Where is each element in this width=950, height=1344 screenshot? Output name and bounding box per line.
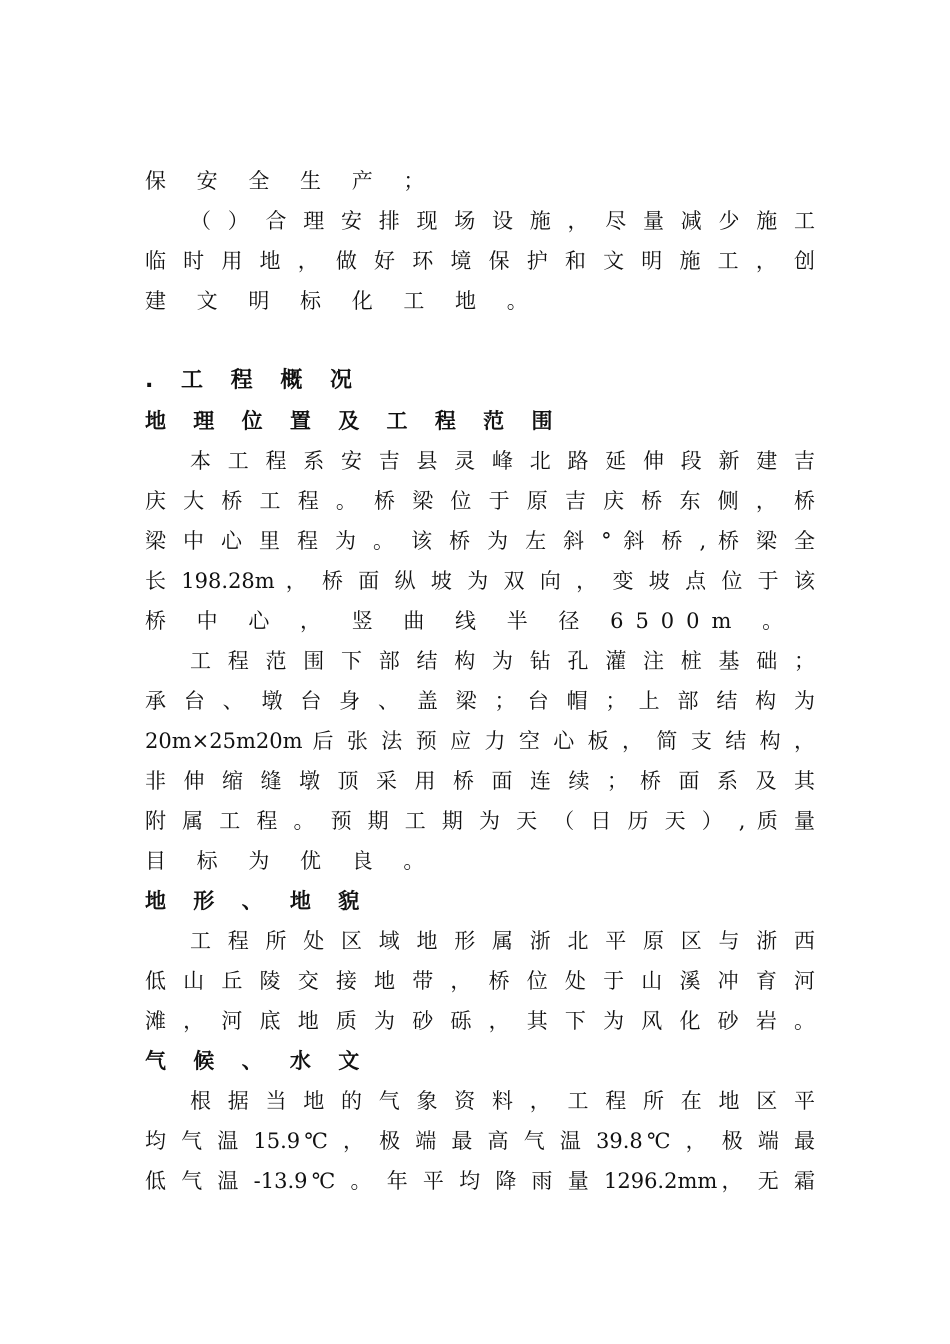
text-line: 庆 大 桥 工 程 。 桥 梁 位 于 原 吉 庆 桥 东 侧 ， 桥 [145,489,815,513]
text-line: 工 程 范 围 下 部 结 构 为 钻 孔 灌 注 桩 基 础 ； [190,649,815,673]
subsection-heading: 气 候 、 水 文 [145,1049,370,1073]
text-line: 临 时 用 地 ， 做 好 环 境 保 护 和 文 明 施 工 ， 创 [145,249,815,273]
text-line: 目 标 为 优 良 。 [145,849,437,873]
text-line: 保 安 全 生 产 ； [145,169,437,193]
text-line: 承 台 、 墩 台 身 、 盖 梁 ； 台 帽 ； 上 部 结 构 为 [145,689,815,713]
subsection-heading: 地 形 、 地 貌 [145,889,370,913]
text-line: 工 程 所 处 区 域 地 形 属 浙 北 平 原 区 与 浙 西 [190,929,815,953]
text-line: 建 文 明 标 化 工 地 。 [145,289,540,313]
text-line: 20m×25m20m 后 张 法 预 应 力 空 心 板 ， 简 支 结 构 ， [145,729,815,753]
text-line: 梁 中 心 里 程 为 。 该 桥 为 左 斜 ° 斜 桥 , 桥 梁 全 [145,529,815,553]
section-heading: . 工 程 概 况 [145,368,362,393]
text-line: 根 据 当 地 的 气 象 资 料 ， 工 程 所 在 地 区 平 [190,1089,815,1113]
text-line: 滩 ， 河 底 地 质 为 砂 砾 ， 其 下 为 风 化 砂 岩 。 [145,1009,815,1033]
text-line: 本 工 程 系 安 吉 县 灵 峰 北 路 延 伸 段 新 建 吉 [190,449,815,473]
text-line: 桥 中 心 ， 竖 曲 线 半 径 6500m 。 [145,609,796,633]
subsection-heading: 地 理 位 置 及 工 程 范 围 [145,409,563,433]
text-line: 附 属 工 程 。 预 期 工 期 为 天 （ 日 历 天 ） , 质 量 [145,809,815,833]
text-line: 低 气 温 -13.9℃ 。 年 平 均 降 雨 量 1296.2mm， 无 霜 [145,1169,815,1193]
text-line: 低 山 丘 陵 交 接 地 带 ， 桥 位 处 于 山 溪 冲 育 河 [145,969,815,993]
text-line: （ ） 合 理 安 排 现 场 设 施 ， 尽 量 减 少 施 工 [190,209,815,233]
text-line: 长 198.28m ， 桥 面 纵 坡 为 双 向 ， 变 坡 点 位 于 该 [145,569,815,593]
text-line: 非 伸 缩 缝 墩 顶 采 用 桥 面 连 续 ； 桥 面 系 及 其 [145,769,815,793]
text-line: 均 气 温 15.9℃ ， 极 端 最 高 气 温 39.8℃ ， 极 端 最 [145,1129,815,1153]
